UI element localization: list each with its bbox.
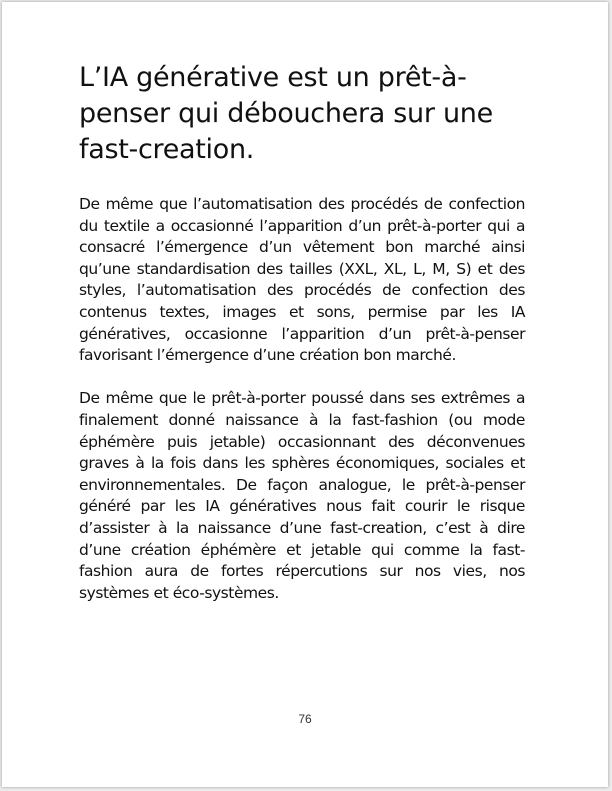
paragraph-1: De même que l’automatisation des procédés de confection du textile a occasionné l’apparition d’un prêt-à-porter qui a consacré l’émergence d’un vêtement bon marché ainsi qu’une standardisation des tailles (XXL, XL, L, M, S) et des styles, l’automatisation des procédés de confection des contenus textes, images et sons, permise par les IA génératives, occasionne l’apparition d’un prêt-à-penser favorisant l’émergence d’une création bon marché.: [79, 195, 525, 365]
book-page: [2, 2, 608, 787]
page-number: 76: [298, 712, 312, 726]
page-title: L’IA générative est un prêt-à-penser qui débouchera sur une fast-creation.: [79, 62, 493, 165]
paragraph-2: De même que le prêt-à-porter poussé dans ses extrêmes a finalement donné naissance à la fast-fashion (ou mode éphémère puis jetable) occasionnant des déconvenues graves à la fois dans les sphères économiques, sociales et environnementales. De façon analogue, le prêt-à-penser généré par les IA génératives nous fait courir le risque d’assister à la naissance d’une fast-creation, c’est à dire d’une création éphémère et jetable qui comme la fast-fashion aura de fortes répercutions sur nos vies, nos systèmes et éco-systèmes.: [79, 389, 525, 602]
body-text: [79, 194, 525, 626]
